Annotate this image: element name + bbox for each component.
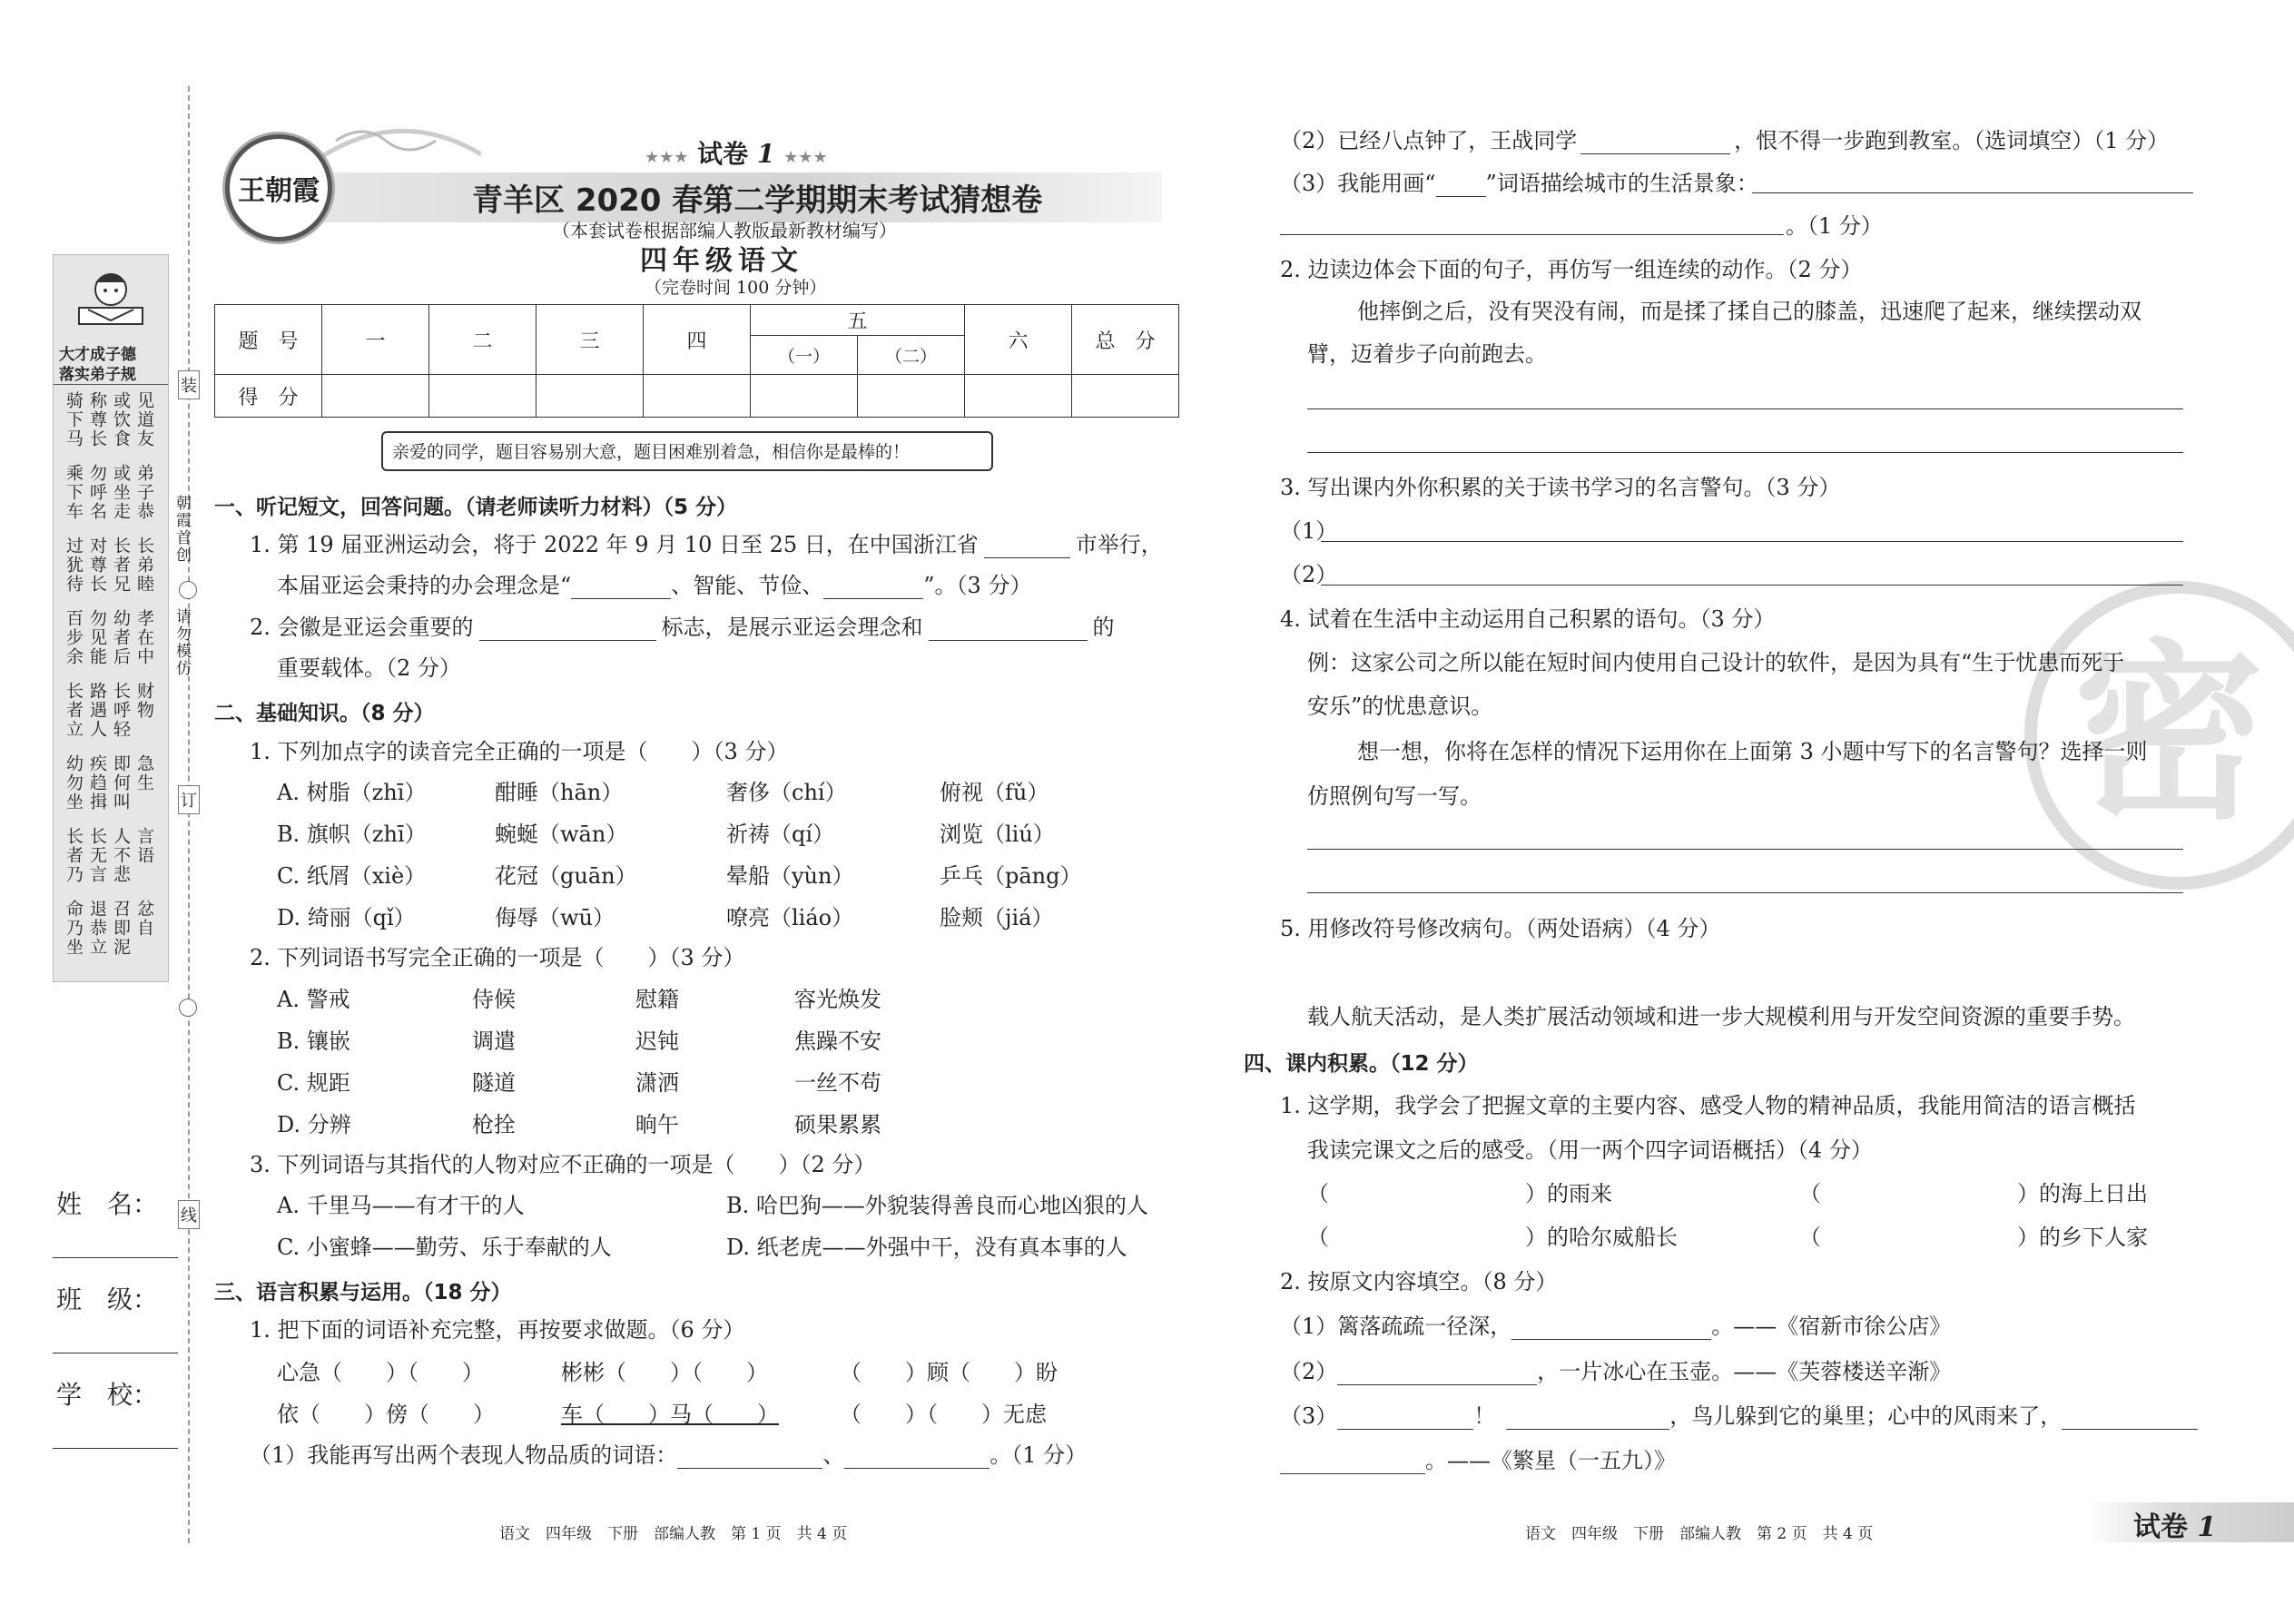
dizigui-verse: 急生	[134, 754, 154, 792]
paren-open: （	[1799, 1225, 1821, 1250]
greeting-text: 亲爱的同学，题目容易别大意，题目困难别着急，相信你是最棒的！	[392, 442, 911, 462]
s2-q3: 3. 下列词语与其指代的人物对应不正确的一项是（ ）（2 分）	[250, 1152, 876, 1177]
paren-open: （	[1307, 1181, 1329, 1206]
feeling-item: ）的雨来	[1525, 1181, 1612, 1206]
pinyin-option: 脸颊（jiá）	[940, 905, 1054, 930]
score-col-5-1: （一）	[751, 336, 858, 375]
dizigui-verse: 命乃坐	[64, 900, 84, 957]
score-col-5: 五	[751, 305, 965, 336]
s2-q2: 2. 下列词语书写完全正确的一项是（ ）（3 分）	[250, 945, 745, 970]
binding-note-1: 朝霞首创	[172, 495, 191, 564]
r-p4-ex1: 例：这家公司之所以能在短时间内使用自己设计的软件，是因为具有“生于忧患而死于	[1307, 650, 2125, 675]
feeling-item: ）的哈尔威船长	[1525, 1225, 1678, 1250]
fill-word[interactable]: 心急（ ）（ ）	[277, 1360, 484, 1385]
emblem-blank-1[interactable]	[479, 620, 656, 641]
pinyin-option: 晕船（yùn）	[726, 863, 854, 889]
r-q3-line1[interactable]	[1752, 192, 2193, 193]
dizigui-verse: 言语	[134, 827, 154, 865]
quality-blank-2[interactable]	[844, 1448, 989, 1469]
s3-q1-sub: （1）我能再写出两个表现人物品质的词语： 、 。（1 分）	[250, 1442, 1088, 1468]
people-option[interactable]: C. 小蜜蜂——勤劳、乐于奉献的人	[277, 1235, 612, 1260]
footer-right: 语文 四年级 下册 部编人教 第 2 页 共 4 页	[1525, 1525, 1874, 1543]
school-label: 学 校：	[56, 1380, 159, 1410]
quality-blank-1[interactable]	[677, 1448, 822, 1469]
score-col-6: 六	[965, 305, 1072, 375]
paren-open: （	[1799, 1181, 1821, 1206]
feeling-item: ）的乡下人家	[2017, 1225, 2148, 1250]
s3-q1-sub-text: （1）我能再写出两个表现人物品质的词语：	[250, 1442, 678, 1468]
star-right-icon: ★★★	[783, 148, 828, 167]
s1-q1-text-c: 本届亚运会秉持的办会理念是“	[277, 573, 572, 598]
poem-blank-5[interactable]	[2062, 1409, 2198, 1430]
dizigui-verse: 路遇人	[87, 682, 107, 739]
s3-q1-sub-end: 。（1 分）	[989, 1442, 1088, 1468]
pinyin-option: 侮辱（wū）	[495, 905, 615, 930]
dizigui-verse: 长者立	[64, 682, 84, 739]
emblem-blank-2[interactable]	[929, 620, 1088, 641]
s4-q2-3b: ！	[1473, 1403, 1496, 1429]
r-q2-text: （2）已经八点钟了，王战同学	[1280, 128, 1578, 153]
s4-q2-3c: ，鸟儿躲到它的巢里；心中的风雨来了，	[1669, 1403, 2063, 1429]
score-cell[interactable]	[322, 375, 429, 418]
dizigui-verse: 疾趋揖	[87, 754, 107, 812]
s1-q1-text-a: 1. 第 19 届亚洲运动会，将于 2022 年 9 月 10 日至 25 日，在中国浙江省	[250, 532, 979, 557]
score-row-label: 题 号	[215, 305, 322, 375]
score-row-label-2: 得 分	[215, 375, 322, 418]
r-q3-text: （3）我能用画“	[1280, 171, 1436, 196]
idea-blank-2[interactable]	[823, 578, 923, 599]
footer-tag	[2133, 1504, 2216, 1544]
score-table	[214, 304, 1179, 418]
subject-title: 四年级语文	[640, 245, 803, 277]
r-p4-ex2: 安乐”的忧患意识。	[1307, 694, 1493, 719]
word-option: 容光焕发	[794, 987, 881, 1012]
watermark-text: 密	[2073, 623, 2265, 845]
footer-tag-text: 试卷	[2133, 1511, 2188, 1543]
dizigui-verse: 对尊长	[87, 536, 107, 594]
r-p4-answer-1[interactable]	[1307, 849, 2183, 850]
r-p4-t2: 仿照例句写一写。	[1307, 783, 1482, 809]
word-option: 侍候	[472, 987, 516, 1012]
score-cell[interactable]	[965, 375, 1072, 418]
word-option: 枪拴	[472, 1112, 516, 1137]
r-p3: 3. 写出课内外你积累的关于读书学习的名言警句。（3 分）	[1280, 475, 1841, 500]
word-option: 慰籍	[635, 987, 679, 1012]
dizigui-verse: 弟子恭	[134, 464, 154, 521]
score-col-1: 一	[322, 305, 429, 375]
dizigui-verse: 孝在中	[134, 609, 154, 666]
poem-blank-4[interactable]	[1506, 1409, 1669, 1430]
word-option: 硕果累累	[794, 1112, 881, 1137]
r-q2-text-b: ，恨不得一步跑到教室。（选词填空）（1 分）	[1734, 128, 2170, 153]
pinyin-option: 祈祷（qí）	[726, 822, 835, 847]
r-q3-line2[interactable]	[1280, 234, 1784, 235]
paper-label-text: 试卷	[697, 139, 749, 169]
poem-blank-2[interactable]	[1337, 1364, 1537, 1385]
people-option[interactable]: D. 纸老虎——外强中干，没有真本事的人	[726, 1235, 1127, 1260]
s1-q2-line1	[250, 614, 1115, 641]
s1-q1-text-b: 市举行，	[1075, 532, 1163, 557]
r-q3	[1280, 170, 1758, 197]
r-p3-2: （2）	[1280, 562, 1338, 587]
word-option: 晌午	[635, 1112, 679, 1137]
strip-title-2: 落实弟子规	[59, 366, 136, 384]
s4-q2-3a: （3）	[1280, 1403, 1338, 1429]
s4-q2-2b: ，一片冰心在玉壶。——《芙蓉楼送辛渐》	[1537, 1359, 1952, 1384]
name-label: 姓 名：	[56, 1189, 159, 1219]
score-col-total: 总 分	[1072, 305, 1179, 375]
score-col-3: 三	[537, 305, 644, 375]
footer-tag-num: 1	[2197, 1511, 2217, 1543]
star-left-icon: ★★★	[645, 148, 689, 167]
score-cell[interactable]	[537, 375, 644, 418]
s1-q2-text-a: 2. 会徽是亚运会重要的	[250, 615, 474, 640]
pinyin-option: 乒乓（pāng）	[940, 863, 1082, 889]
dizigui-verse: 忿自	[134, 900, 154, 938]
poem-blank-6[interactable]	[1280, 1453, 1425, 1474]
s4-q2-3	[1280, 1403, 2198, 1430]
r-p2-answer-1[interactable]	[1307, 408, 2183, 409]
r-q3-text-b: ”词语描绘城市的生活景象：	[1485, 171, 1758, 196]
dizigui-verse: 乘下车	[64, 464, 84, 521]
dizigui-verse: 长弟睦	[134, 536, 154, 594]
dizigui-verse: 或坐走	[111, 464, 131, 521]
word-option: 调遣	[472, 1029, 516, 1054]
watermark-seal-icon	[2024, 581, 2294, 890]
word-option: 一丝不苟	[794, 1070, 881, 1096]
s4-q2-3d: 。——《繁星（一五九）》	[1425, 1448, 1676, 1473]
section-4-title: 四、课内积累。（12 分）	[1244, 1052, 1479, 1076]
pattern-blank[interactable]	[1436, 176, 1486, 197]
r-p4: 4. 试着在生活中主动运用自己积累的语句。（3 分）	[1280, 606, 1776, 632]
section-3-title: 三、语言积累与运用。（18 分）	[214, 1281, 512, 1304]
pinyin-option: 嘹亮（liáo）	[726, 905, 854, 930]
dizigui-verse: 长者乃	[64, 827, 84, 884]
pinyin-option: 浏览（liú）	[940, 822, 1055, 847]
r-q2	[1280, 127, 2169, 154]
section-1-title: 一、听记短文，回答问题。（请老师读听力材料）（5 分）	[214, 496, 738, 519]
score-cell[interactable]	[1072, 375, 1179, 418]
time-note: （完卷时间 100 分钟）	[645, 278, 827, 298]
s1-q2-text-c: 的	[1092, 615, 1115, 640]
left-dashed-border	[188, 86, 190, 1543]
r-p4-answer-2[interactable]	[1307, 892, 2183, 893]
word-option: 隧道	[472, 1070, 516, 1096]
dizigui-verse: 勿呼名	[87, 464, 107, 521]
s4-q2-2a: （2）	[1280, 1359, 1338, 1384]
r-p4-t1: 想一想，你将在怎样的情况下运用你在上面第 3 小题中写下的名言警句？选择一则	[1357, 739, 2148, 764]
poem-blank-1[interactable]	[1511, 1319, 1711, 1340]
pinyin-option[interactable]: C. 纸屑（xiè）	[277, 863, 427, 889]
r-p2-text1: 他摔倒之后，没有哭没有闹，而是揉了揉自己的膝盖，迅速爬了起来，继续摆动双	[1357, 299, 2141, 324]
pinyin-option[interactable]: D. 绮丽（qǐ）	[277, 905, 416, 930]
exam-title: 青羊区 2020 春第二学期期末考试猜想卷	[472, 182, 1043, 219]
r-p3-answer-1[interactable]	[1321, 541, 2183, 542]
cartoon-boy-icon	[70, 264, 152, 337]
dizigui-verse: 退恭立	[87, 900, 107, 957]
people-option[interactable]: B. 哈巴狗——外貌装得善良而心地凶狠的人	[726, 1193, 1148, 1218]
paren-open: （	[1307, 1225, 1329, 1250]
dizigui-verse: 见道友	[134, 391, 154, 448]
score-cell[interactable]	[858, 375, 965, 418]
dizigui-verse: 过犹待	[64, 536, 84, 594]
pinyin-option: 酣睡（hān）	[495, 780, 624, 805]
strip-divider	[54, 384, 168, 385]
dizigui-verse: 幼者后	[111, 609, 131, 666]
dizigui-verse: 长呼轻	[111, 682, 131, 739]
paper-number: 1	[756, 139, 775, 169]
school-field[interactable]	[53, 1448, 178, 1449]
r-q3-end: 。（1 分）	[1786, 213, 1883, 239]
dizigui-verse: 百步余	[64, 609, 84, 666]
paper-label	[645, 134, 828, 171]
s4-q2-1a: （1）篱落疏疏一径深，	[1280, 1314, 1512, 1339]
s4-q1b: 我读完课文之后的感受。（用一两个四字词语概括）（4 分）	[1307, 1137, 1873, 1163]
fill-word[interactable]: 彬彬（ ）（ ）	[561, 1360, 768, 1385]
brand-seal-text: 王朝霞	[238, 175, 320, 207]
word-option: 焦躁不安	[794, 1029, 881, 1054]
s4-q2-2	[1280, 1358, 1951, 1385]
score-cell[interactable]	[429, 375, 537, 418]
dizigui-verse: 召即泥	[111, 900, 131, 957]
s4-q2: 2. 按原文内容填空。（8 分）	[1280, 1269, 1558, 1294]
s1-q2-line2: 重要载体。（2 分）	[277, 655, 461, 681]
score-col-5-2: （二）	[858, 336, 965, 375]
s1-q1-text-e: ”。（3 分）	[923, 573, 1032, 598]
dizigui-verse: 幼勿坐	[64, 754, 84, 812]
word-option[interactable]: B. 镶嵌	[277, 1029, 350, 1054]
pinyin-option[interactable]: A. 树脂（zhī）	[277, 780, 427, 805]
fill-word[interactable]: （ ）（ ）无虑	[840, 1402, 1047, 1427]
s1-q1-text-d: 、智能、节俭、	[671, 573, 824, 598]
r-p3-answer-2[interactable]	[1321, 585, 2183, 586]
strip-title-1: 大才成子德	[59, 346, 136, 364]
s2-q1: 1. 下列加点字的读音完全正确的一项是（ ）（3 分）	[250, 739, 789, 764]
dizigui-verse: 勿见能	[87, 609, 107, 666]
word-option[interactable]: C. 规距	[277, 1070, 350, 1096]
idea-blank-1[interactable]	[571, 578, 671, 599]
score-cell[interactable]	[644, 375, 751, 418]
pinyin-option: 花冠（guān）	[495, 863, 637, 889]
s4-q2-1	[1280, 1313, 1951, 1340]
exam-subtitle: （本套试卷根据部编人教版最新教材编写）	[552, 220, 897, 241]
r-p2-answer-2[interactable]	[1307, 452, 2183, 453]
poem-blank-3[interactable]	[1337, 1409, 1473, 1430]
dizigui-verse: 长无言	[87, 827, 107, 884]
s1-q1-line1	[250, 531, 1163, 558]
word-option[interactable]: D. 分辨	[277, 1112, 351, 1137]
word-option[interactable]: A. 警戒	[277, 987, 350, 1012]
city-blank[interactable]	[984, 537, 1070, 558]
name-field[interactable]	[53, 1257, 178, 1258]
r-p2: 2. 边读边体会下面的句子，再仿写一组连续的动作。（2 分）	[1280, 257, 1863, 282]
score-cell[interactable]	[751, 375, 858, 418]
binding-hole-2	[179, 999, 197, 1017]
binding-word-1: 装	[178, 370, 200, 399]
dizigui-verse: 称尊长	[87, 391, 107, 448]
dizigui-verse: 骑下马	[64, 391, 84, 448]
word-option: 迟钝	[635, 1029, 679, 1054]
dizigui-verse: 或饮食	[111, 391, 131, 448]
word-option: 潇洒	[635, 1070, 679, 1096]
binding-note-2: 请勿模仿	[172, 608, 191, 677]
r-p2-text2: 臂，迈着步子向前跑去。	[1307, 341, 1547, 367]
dizigui-verse: 财物	[134, 682, 154, 720]
s4-q2-3-end	[1280, 1447, 1676, 1474]
fill-word[interactable]: （ ）顾（ ）盼	[840, 1360, 1058, 1385]
dizigui-verse: 即何叫	[111, 754, 131, 812]
binding-hole-1	[179, 581, 197, 599]
class-label: 班 级：	[56, 1284, 159, 1314]
pinyin-option: 蜿蜒（wān）	[495, 822, 628, 847]
word-choice-blank[interactable]	[1580, 133, 1730, 154]
binding-word-2: 订	[178, 785, 200, 814]
s4-q2-1b: 。——《宿新市徐公店》	[1711, 1314, 1952, 1339]
dizigui-verse: 人不悲	[111, 827, 131, 884]
fill-word[interactable]: 车（ ）马（ ）	[561, 1402, 779, 1427]
dizigui-strip	[53, 254, 169, 982]
r-p3-1: （1）	[1280, 518, 1338, 544]
s1-q1-line2	[277, 572, 1031, 599]
bow-icon	[327, 123, 445, 162]
pinyin-option[interactable]: B. 旗帜（zhī）	[277, 822, 427, 847]
pinyin-option: 奢侈（chí）	[726, 780, 847, 805]
r-p5: 5. 用修改符号修改病句。（两处语病）（4 分）	[1280, 916, 1721, 941]
score-col-2: 二	[429, 305, 537, 375]
s4-q1a: 1. 这学期，我学会了把握文章的主要内容、感受人物的精神品质，我能用简洁的语言概括	[1280, 1093, 2136, 1118]
binding-word-3: 线	[178, 1200, 200, 1229]
feeling-item: ）的海上日出	[2017, 1181, 2148, 1206]
footer-left: 语文 四年级 下册 部编人教 第 1 页 共 4 页	[499, 1525, 848, 1543]
score-col-4: 四	[644, 305, 751, 375]
pinyin-option: 俯视（fǔ）	[940, 780, 1049, 805]
s1-q2-text-b: 标志，是展示亚运会理念和	[661, 615, 923, 640]
r-p5-text: 载人航天活动，是人类扩展活动领域和进一步大规模利用与开发空间资源的重要手势。	[1307, 1004, 2135, 1029]
section-2-title: 二、基础知识。（8 分）	[214, 702, 435, 725]
dizigui-verse: 长者兄	[111, 536, 131, 594]
s3-q1: 1. 把下面的词语补充完整，再按要求做题。（6 分）	[250, 1317, 745, 1343]
brand-seal-icon	[225, 134, 332, 241]
people-option[interactable]: A. 千里马——有才干的人	[277, 1193, 525, 1218]
fill-word[interactable]: 依（ ）傍（ ）	[277, 1402, 495, 1427]
